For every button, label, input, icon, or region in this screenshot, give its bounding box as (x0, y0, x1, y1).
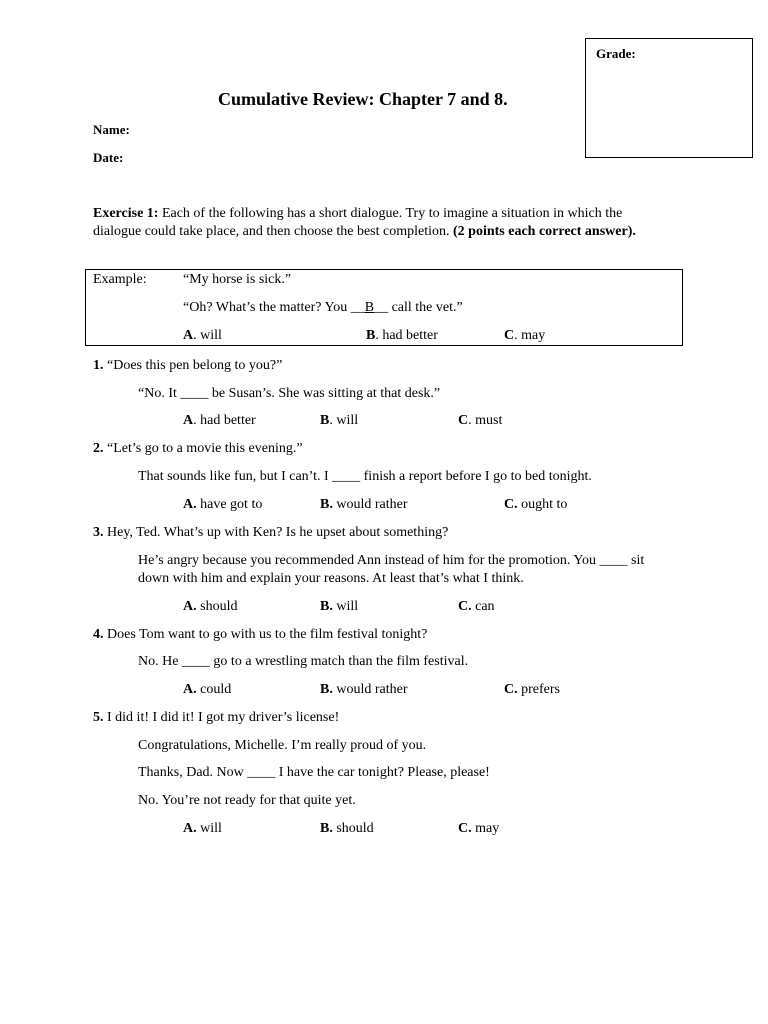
example-line-2 (183, 299, 463, 317)
question-2-option-b (320, 496, 408, 514)
question-number: 1. (93, 358, 104, 373)
question-line: Does Tom want to go with us to the film festival tonight? (107, 627, 428, 642)
example-option-a (183, 327, 222, 345)
question-5-option-a (183, 820, 222, 838)
option-text: would rather (332, 497, 408, 512)
option-letter: C. (504, 497, 518, 512)
example-label: Example: (93, 272, 147, 287)
exercise-instructions (93, 205, 673, 241)
question-3-option-a (183, 598, 237, 616)
question-5-option-c (458, 820, 499, 838)
option-letter: A. (183, 682, 197, 697)
example-line-1: “My horse is sick.” (183, 272, 292, 287)
option-letter: A (183, 328, 194, 343)
example-option-b (366, 327, 438, 345)
option-letter: A (183, 413, 194, 428)
example-line-2-after: __ call the vet.” (374, 300, 463, 315)
example-line-2-before: “Oh? What’s the matter? You __ (183, 300, 365, 315)
option-text: should (332, 821, 374, 836)
example-option-c (504, 327, 545, 345)
question-line: Hey, Ted. What’s up with Ken? Is he upset about something? (107, 525, 449, 540)
question-line: “Does this pen belong to you?” (107, 358, 283, 373)
grade-label: Grade: (596, 46, 636, 61)
question-line: “Let’s go to a movie this evening.” (107, 441, 303, 456)
grade-box (585, 38, 753, 158)
option-text: . will (193, 328, 222, 343)
question-1-option-a (183, 412, 256, 430)
option-text: prefers (517, 682, 560, 697)
question-4-prompt (93, 626, 427, 644)
option-letter: A. (183, 497, 197, 512)
question-4-option-b (320, 681, 408, 699)
option-letter: B. (320, 497, 333, 512)
question-number: 2. (93, 441, 104, 456)
option-text: could (196, 682, 232, 697)
question-5-option-b (320, 820, 374, 838)
option-text: will (196, 821, 222, 836)
question-1-option-c (458, 412, 502, 430)
question-2-option-c (504, 496, 567, 514)
name-label: Name: (93, 122, 130, 137)
option-letter: C (458, 413, 469, 428)
question-2-line-2: That sounds like fun, but I can’t. I ____ finish a report before I go to bed tonight. (138, 469, 592, 484)
page-title: Cumulative Review: Chapter 7 and 8. (218, 89, 508, 109)
exercise-label: Exercise 1: (93, 206, 159, 221)
question-3-option-b (320, 598, 358, 616)
question-number: 3. (93, 525, 104, 540)
question-5-prompt (93, 709, 339, 727)
question-1-option-b (320, 412, 358, 430)
option-letter: B. (320, 599, 333, 614)
option-text: . will (329, 413, 359, 428)
option-letter: C (504, 328, 515, 343)
question-1-prompt (93, 357, 282, 375)
question-3-prompt (93, 524, 448, 542)
question-3-line-2: He’s angry because you recommended Ann instead of him for the promotion. You ____ sit down with him and explain your reasons. At least that’s what I think. (138, 553, 645, 586)
option-letter: C. (458, 599, 472, 614)
question-4-option-a (183, 681, 231, 699)
option-letter: B (320, 413, 330, 428)
option-text: will (332, 599, 359, 614)
question-3-option-c (458, 598, 495, 616)
date-label: Date: (93, 150, 124, 165)
option-letter: A. (183, 599, 197, 614)
option-letter: C. (504, 682, 518, 697)
example-answer: B (364, 300, 375, 315)
option-text: may (471, 821, 500, 836)
question-5-line-2: Congratulations, Michelle. I’m really proud of you. (138, 738, 427, 753)
exercise-points: (2 points each correct answer). (453, 224, 636, 239)
question-number: 5. (93, 710, 104, 725)
question-5-line-4: No. You’re not ready for that quite yet. (138, 793, 356, 808)
question-5-line-3: Thanks, Dad. Now ____ I have the car tonight? Please, please! (138, 765, 490, 780)
option-text: should (196, 599, 238, 614)
question-4-option-c (504, 681, 560, 699)
option-text: have got to (196, 497, 263, 512)
option-letter: B. (320, 821, 333, 836)
option-text: would rather (332, 682, 408, 697)
option-text: . had better (375, 328, 438, 343)
question-2-option-a (183, 496, 262, 514)
option-letter: C. (458, 821, 472, 836)
option-letter: B. (320, 682, 333, 697)
question-1-line-2: “No. It ____ be Susan’s. She was sitting at that desk.” (138, 386, 441, 401)
question-4-line-2: No. He ____ go to a wrestling match than the film festival. (138, 654, 469, 669)
question-number: 4. (93, 627, 104, 642)
option-text: . may (514, 328, 546, 343)
question-line: I did it! I did it! I got my driver’s license! (107, 710, 340, 725)
option-letter: A. (183, 821, 197, 836)
option-letter: B (366, 328, 376, 343)
question-2-prompt (93, 440, 303, 458)
exercise-text: Each of the following has a short dialogue. Try to imagine a situation in which the dialogue could take place, and then choose the best completion. (93, 206, 623, 239)
option-text: . had better (193, 413, 256, 428)
option-text: ought to (517, 497, 568, 512)
option-text: . must (468, 413, 503, 428)
option-text: can (471, 599, 495, 614)
